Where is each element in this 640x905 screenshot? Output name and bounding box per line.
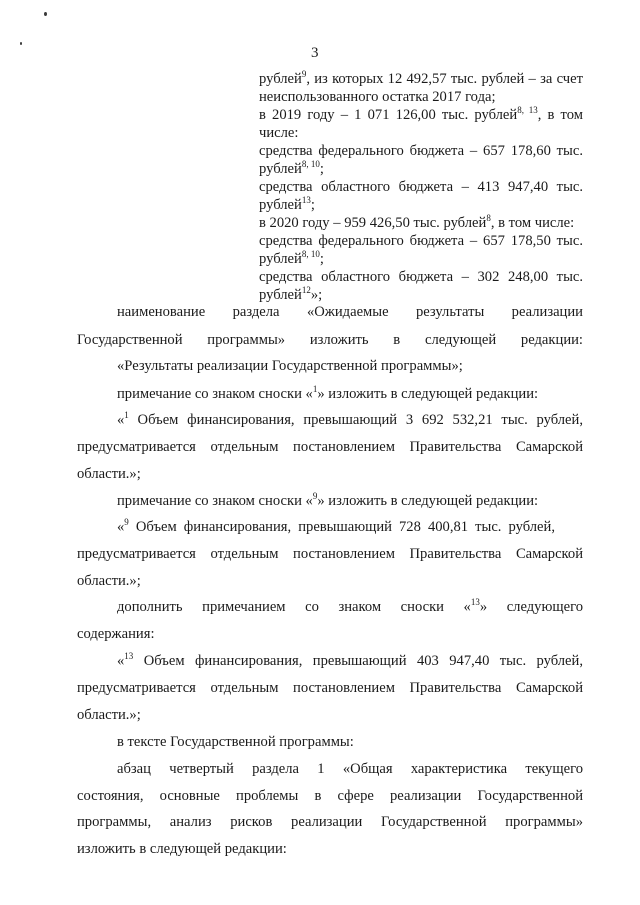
funding-line: рублей$^{13}$; bbox=[259, 195, 315, 213]
funding-line: рублей$^{8, 10}$; bbox=[259, 159, 324, 177]
paragraph-line: программы, анализ рисков реализации Государственной программы» bbox=[77, 814, 583, 830]
paragraph-line: «$^1$ Объем финансирования, превышающий 3 692 532,21 тыс. рублей, bbox=[117, 410, 583, 428]
paragraph: примечание со знаком сноски «$^9$» изложить в следующей редакции: bbox=[117, 491, 539, 509]
paragraph-line: содержания: bbox=[77, 626, 155, 642]
paragraph-line: области.»; bbox=[77, 707, 141, 723]
funding-line: средства областного бюджета – 302 248,00 тыс. bbox=[259, 269, 583, 285]
paragraph: «Результаты реализации Государственной программы»; bbox=[117, 358, 463, 374]
paragraph-line: предусматривается отдельным постановлением Правительства Самарской bbox=[77, 439, 583, 455]
funding-line: рублей$^{12}$»; bbox=[259, 285, 323, 303]
paragraph-line: «$^{13}$ Объем финансирования, превышающий 403 947,40 тыс. рублей, bbox=[117, 651, 583, 669]
paragraph-line: дополнить примечанием со знаком сноски «$^{13}$» следующего bbox=[117, 597, 584, 615]
paragraph-line: области.»; bbox=[77, 573, 141, 589]
paragraph-line: Государственной программы» изложить в следующей редакции: bbox=[77, 332, 583, 348]
paragraph-line: предусматривается отдельным постановлением Правительства Самарской bbox=[77, 680, 583, 696]
funding-line: рублей$^{8, 10}$; bbox=[259, 249, 324, 267]
funding-line: рублей$^9$, из которых 12 492,57 тыс. рублей – за счет bbox=[259, 69, 583, 87]
paragraph-line: изложить в следующей редакции: bbox=[77, 841, 287, 857]
paragraph-line: наименование раздела «Ожидаемые результаты реализации bbox=[117, 304, 583, 320]
scan-speck bbox=[44, 12, 47, 16]
funding-line: в 2019 году – 1 071 126,00 тыс. рублей$^{8, 13}$, в том bbox=[259, 105, 583, 123]
page-number: 3 bbox=[311, 45, 319, 61]
paragraph-line: абзац четвертый раздела 1 «Общая характеристика текущего bbox=[117, 761, 583, 777]
funding-line: в 2020 году – 959 426,50 тыс. рублей$^8$, в том числе: bbox=[259, 213, 575, 231]
paragraph-line: области.»; bbox=[77, 466, 141, 482]
paragraph: примечание со знаком сноски «$^1$» изложить в следующей редакции: bbox=[117, 384, 539, 402]
paragraph: в тексте Государственной программы: bbox=[117, 734, 354, 750]
funding-line: средства федерального бюджета – 657 178,50 тыс. bbox=[259, 233, 583, 249]
funding-line: средства федерального бюджета – 657 178,60 тыс. bbox=[259, 143, 583, 159]
funding-line: числе: bbox=[259, 125, 299, 141]
funding-line: средства областного бюджета – 413 947,40 тыс. bbox=[259, 179, 583, 195]
paragraph-line: предусматривается отдельным постановлением Правительства Самарской bbox=[77, 546, 583, 562]
scan-speck bbox=[20, 42, 22, 45]
funding-line: неиспользованного остатка 2017 года; bbox=[259, 89, 496, 105]
paragraph-line: состояния, основные проблемы в сфере реализации Государственной bbox=[77, 788, 583, 804]
paragraph-line: «$^9$ Объем финансирования, превышающий 728 400,81 тыс. рублей, bbox=[117, 517, 555, 535]
